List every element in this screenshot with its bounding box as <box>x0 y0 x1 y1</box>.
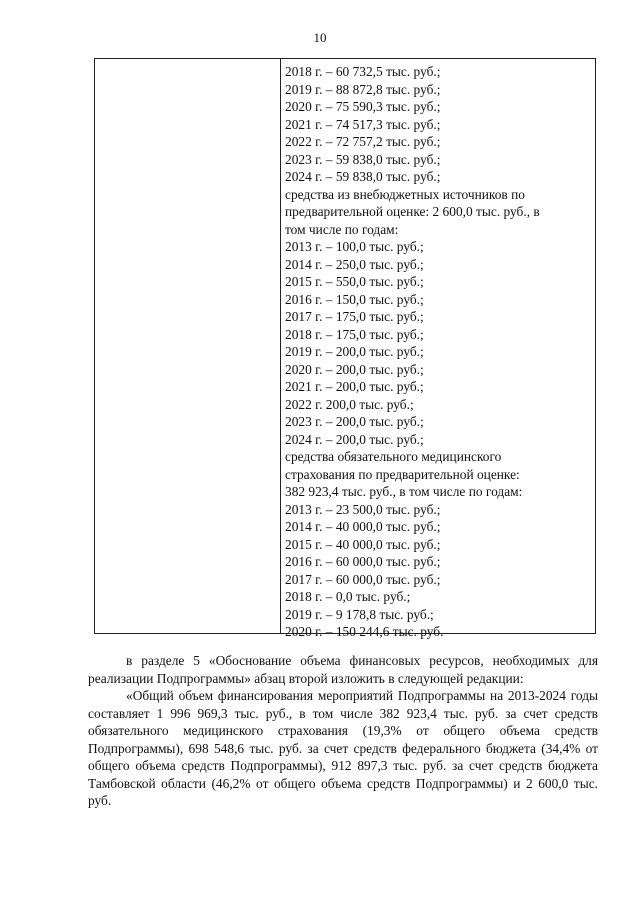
cell-line: страхования по предварительной оценке: <box>285 466 520 482</box>
cell-line: 2019 г. – 200,0 тыс. руб.; <box>285 344 424 359</box>
funding-table <box>94 58 596 639</box>
cell-line: 2014 г. – 40 000,0 тыс. руб.; <box>285 519 441 534</box>
cell-line: 2018 г. – 0,0 тыс. руб.; <box>285 589 411 604</box>
cell-line: 2023 г. – 59 838,0 тыс. руб.; <box>285 151 441 167</box>
cell-line: 2020 г. – 150 244,6 тыс. руб. <box>285 624 444 639</box>
table-column-divider <box>280 59 281 633</box>
cell-line: 2023 г. – 200,0 тыс. руб.; <box>285 414 424 429</box>
cell-line: 2022 г. 200,0 тыс. руб.; <box>285 396 414 412</box>
cell-line: 2014 г. – 250,0 тыс. руб.; <box>285 256 424 272</box>
cell-line: средства обязательного медицинского <box>285 449 502 464</box>
body-text <box>88 652 598 810</box>
table-right-cell <box>285 63 590 641</box>
cell-line: 2019 г. – 88 872,8 тыс. руб.; <box>285 81 441 97</box>
paragraph-total-funding: «Общий объем финансирования мероприятий Подпрограммы на 2013-2024 годы составляет 1 996 969,3 тыс. руб., в том числе 382 923,4 тыс. руб. за счет средств обязательного медицинского страхования (19,3% от общего объема средств Подпрограммы), 698 548,6 тыс. руб. за счет средств федерального бюджета (34,4% от общего объема средств Подпрограммы), 912 897,3 тыс. руб. за счет средств бюджета Тамбовской области (46,2% от общего объема средств Подпрограммы) и 2 600,0 тыс. руб. <box>88 688 598 808</box>
cell-line: 2019 г. – 9 178,8 тыс. руб.; <box>285 606 434 622</box>
cell-line: 2020 г. – 75 590,3 тыс. руб.; <box>285 99 441 114</box>
cell-line: 2013 г. – 100,0 тыс. руб.; <box>285 239 424 254</box>
cell-line: 2017 г. – 60 000,0 тыс. руб.; <box>285 571 441 587</box>
cell-line: 2016 г. – 60 000,0 тыс. руб.; <box>285 554 441 569</box>
cell-line: 2016 г. – 150,0 тыс. руб.; <box>285 291 424 307</box>
cell-line: 2015 г. – 40 000,0 тыс. руб.; <box>285 536 441 552</box>
page-number: 10 <box>313 30 327 45</box>
cell-line: средства из внебюджетных источников по <box>285 186 525 202</box>
cell-line: 2017 г. – 175,0 тыс. руб.; <box>285 309 424 324</box>
cell-line: том числе по годам: <box>285 221 399 237</box>
cell-line: 382 923,4 тыс. руб., в том числе по годам: <box>285 484 523 499</box>
cell-line: 2015 г. – 550,0 тыс. руб.; <box>285 274 424 289</box>
cell-line: предварительной оценке: 2 600,0 тыс. руб., в <box>285 204 540 219</box>
paragraph-section-5-amendment: в разделе 5 «Обоснование объема финансовых ресурсов, необходимых для реализации Подпрограммы» абзац второй изложить в следующей редакции: <box>88 653 598 686</box>
cell-line: 2020 г. – 200,0 тыс. руб.; <box>285 361 424 377</box>
cell-line: 2018 г. – 60 732,5 тыс. руб.; <box>285 64 441 79</box>
cell-line: 2013 г. – 23 500,0 тыс. руб.; <box>285 501 441 517</box>
cell-line: 2018 г. – 175,0 тыс. руб.; <box>285 326 424 342</box>
cell-line: 2021 г. – 74 517,3 тыс. руб.; <box>285 116 441 132</box>
cell-line: 2021 г. – 200,0 тыс. руб.; <box>285 379 424 394</box>
cell-line: 2024 г. – 200,0 тыс. руб.; <box>285 431 424 447</box>
cell-line: 2024 г. – 59 838,0 тыс. руб.; <box>285 169 441 184</box>
cell-line: 2022 г. – 72 757,2 тыс. руб.; <box>285 134 441 149</box>
